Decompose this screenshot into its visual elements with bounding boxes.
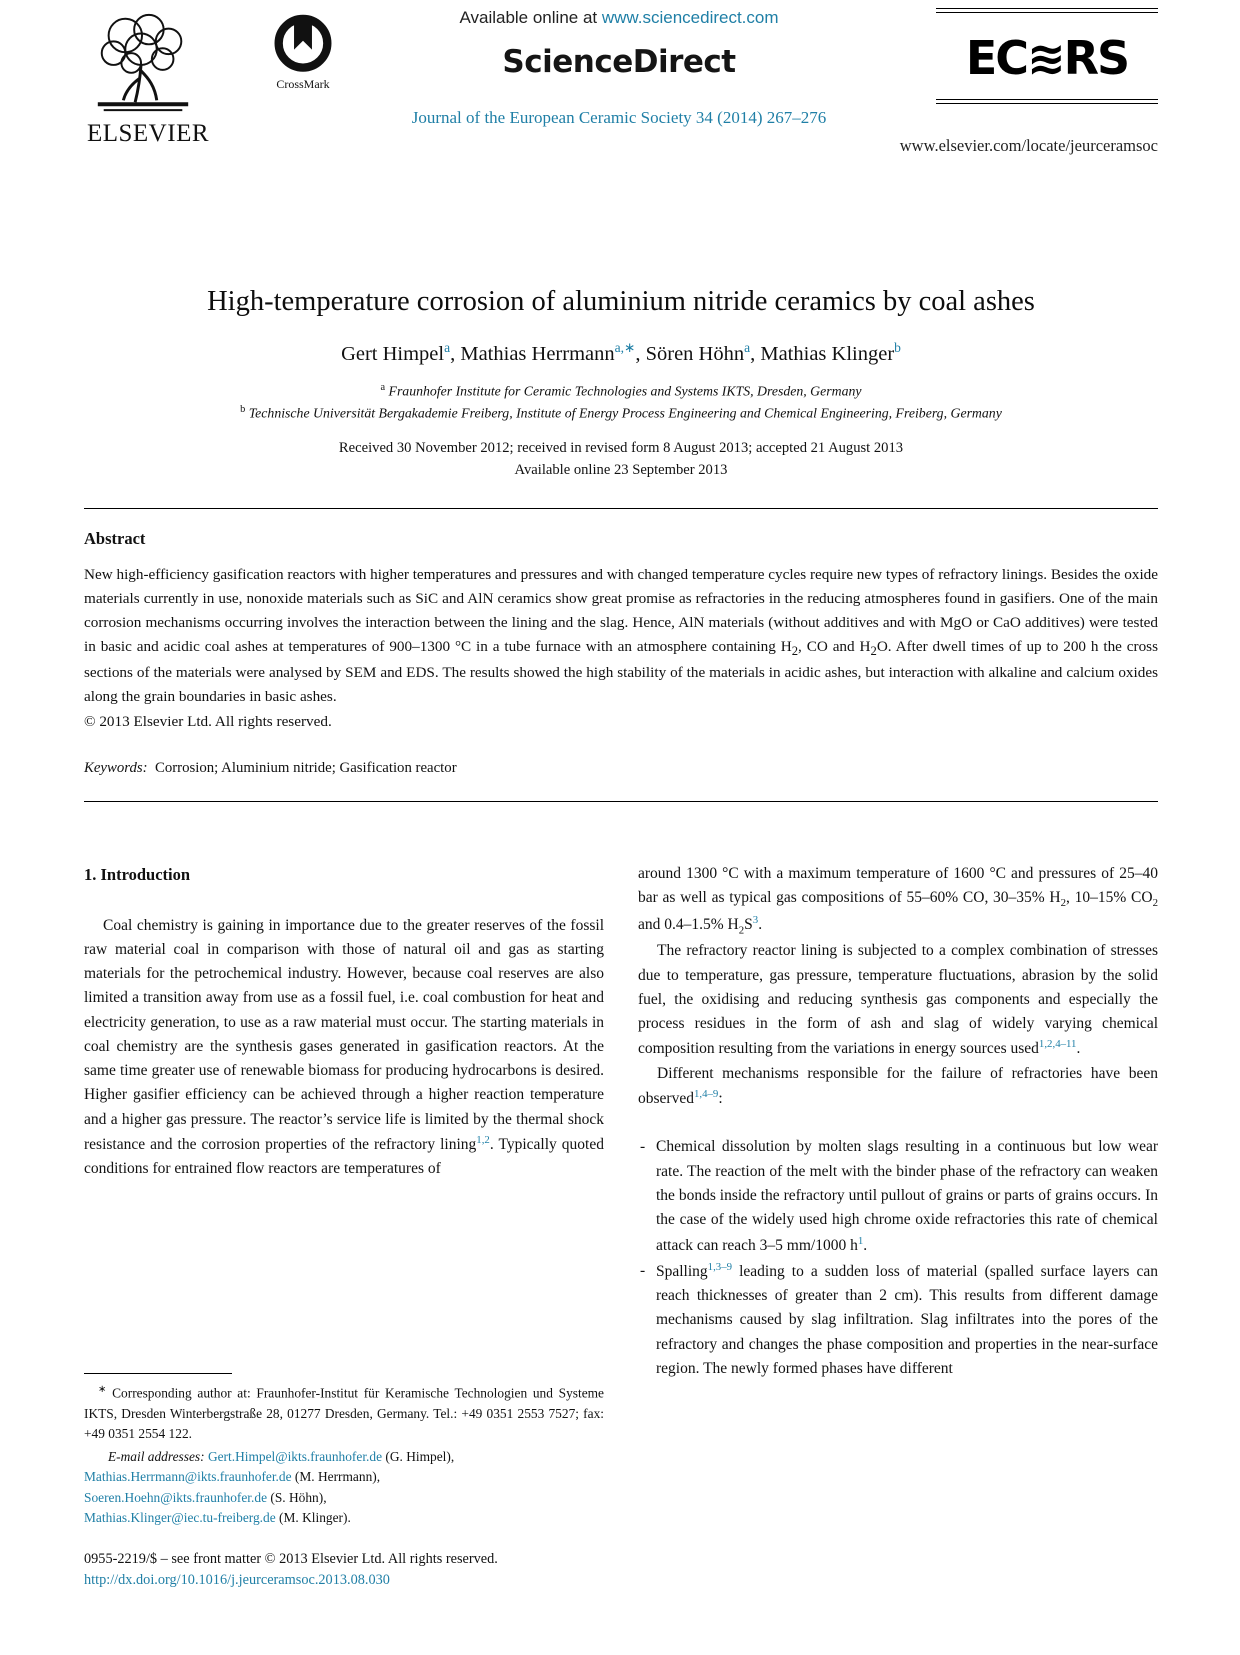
affiliations (84, 380, 1158, 424)
doi-link[interactable]: http://dx.doi.org/10.1016/j.jeurceramsoc.2013.08.030 (84, 1572, 390, 1589)
email-owner: (G. Himpel), (385, 1448, 455, 1464)
elsevier-logo (84, 6, 212, 148)
affiliation-b: $^b$ Technische Universität Bergakademie Freiberg, Institute of Energy Process Engineering and Chemical Engineering, Freiberg, Germany (240, 403, 1002, 421)
keywords-line (84, 760, 1158, 777)
article-dates (84, 438, 1158, 482)
col2-paragraph-3: Different mechanisms responsible for the failure of refractories have been observed$^{1,4-9}$: (638, 1064, 1158, 1108)
list-item-text: Spalling$^{1,3-9}$ leading to a sudden loss of material (spalled surface layers can reach thicknesses of greater than 2 cm). This results from different damage mechanisms caused by slag infiltration. Slag infiltrates into the pores of the refractory and changes the phase composition and properties in the near-surface region. The newly formed phases have different (656, 1260, 1158, 1377)
article-title: High-temperature corrosion of aluminium nitride ceramics by coal ashes (207, 286, 1035, 317)
crossmark-logo[interactable] (267, 10, 339, 92)
keywords-label: Keywords: (84, 759, 148, 776)
page-header (84, 0, 1158, 258)
email-link-himpel[interactable]: Gert.Himpel@ikts.fraunhofer.de (207, 1448, 383, 1464)
email-row (84, 1488, 604, 1509)
corresponding-author-note: ∗ Corresponding author at: Fraunhofer-Institut für Keramische Technologien und Systeme IKTS, Dresden Winterbergstraße 28, 01277 Dresden, Germany. Tel.: +49 0351 2553 7527; fax: +49 0351 2554 122. (84, 1383, 604, 1442)
ecers-logo (936, 13, 1158, 99)
journal-citation-link[interactable]: Journal of the European Ceramic Society 34 (2014) 267–276 (411, 108, 827, 127)
col2-paragraph-2: The refractory reactor lining is subjected to a complex combination of stresses due to temperature, gas pressure, temperature fluctuations, abrasion by the solid fuel, the oxidising and reducing synthesis gas components and especially the process residues in the form of ash and slag of widely varying chemical composition resulting from the variations in energy sources used$^{1,2,4-11}$. (638, 942, 1158, 1058)
elsevier-locate-url[interactable]: www.elsevier.com/locate/jeurceramsoc (899, 136, 1158, 155)
elsevier-wordmark: ELSEVIER (86, 120, 210, 147)
email-row (84, 1447, 604, 1468)
abstract-copyright: © 2013 Elsevier Ltd. All rights reserved. (84, 712, 332, 730)
header-center (334, 8, 904, 80)
sciencedirect-url-link[interactable]: www.sciencedirect.com (601, 8, 779, 27)
dash-marker: - (640, 1261, 646, 1279)
email-addresses (84, 1447, 604, 1529)
double-rule-bottom (936, 99, 1158, 104)
email-row (84, 1467, 604, 1488)
list-item-text: Chemical dissolution by molten slags resulting in a continuous but low wear rate. The reaction of the melt with the binder phase of the refractory can weaken the bonds inside the refractory until pullout of grains or parts of grains occurs. In the case of the widely used high chrome oxide refractories this rate of chemical attack can reach 3–5 mm/1000 $h^1$. (656, 1138, 1158, 1254)
keywords-list: Corrosion; Aluminium nitride; Gasification reactor (154, 759, 457, 776)
email-owner: (M. Klinger). (279, 1510, 351, 1526)
email-owner: (S. Höhn), (270, 1489, 327, 1505)
list-item (638, 1259, 1158, 1381)
body-columns (84, 862, 1158, 1592)
abstract-heading: Abstract (84, 528, 146, 548)
right-column (638, 862, 1158, 1592)
failure-mechanisms-list (638, 1135, 1158, 1381)
abstract-rule-top (84, 508, 1158, 509)
email-link-herrmann[interactable]: Mathias.Herrmann@ikts.fraunhofer.de (84, 1469, 292, 1485)
section-heading-introduction: 1. Introduction (84, 864, 191, 884)
email-row (84, 1508, 604, 1529)
crossmark-icon (271, 10, 335, 74)
crossmark-label: CrossMark (276, 77, 330, 91)
intro-paragraph: Coal chemistry is gaining in importance due to the greater reserves of the fossil raw material coal in comparison with those of natural oil and gas as starting materials for the petrochemical industry. However, because coal reserves are also limited a transition away from use as a fossil fuel, i.e. coal combustion for heat and electricity generation, to use as a raw material must occur. The starting materials in coal chemistry are the synthesis gases generated in gasification reactors. At the same time greater use of renewable biomass for producing hydrocarbons is desired. Higher gasifier efficiency can be achieved through a higher reaction temperature and a higher gas pressure. The reactor’s service life is limited by the thermal shock resistance and the corrosion properties of the refractory lining$^{1,2}$. Typically quoted conditions for entrained flow reactors are temperatures of (84, 916, 604, 1178)
email-link-hoehn[interactable]: Soeren.Hoehn@ikts.fraunhofer.de (84, 1489, 268, 1505)
available-online-line (334, 8, 904, 28)
ecers-logo-right: RS (1063, 31, 1129, 85)
footnote-rule (84, 1373, 232, 1374)
list-item (638, 1135, 1158, 1257)
col2-paragraph-1: around 1300 °C with a maximum temperature of 1600 °C and pressures of 25–40 bar as well as typical gas compositions of 55–60% CO, 30–35% $H_2$, 10–15% $CO_2$ and 0.4–1.5% $H_2S^3$. (638, 864, 1158, 937)
available-line: Available online 23 September 2013 (514, 461, 728, 478)
affiliation-a: $^a$ Fraunhofer Institute for Ceramic Technologies and Systems IKTS, Dresden, Germany (380, 381, 862, 399)
ecers-logo-left: EC (965, 31, 1028, 85)
author-line: Gert Himpel$^a$, Mathias Herrmann$^{a,∗}$, Sören Höhn$^a$, Mathias Klinger$^b$ (341, 340, 901, 365)
dash-marker: - (640, 1138, 646, 1156)
imprint-block (84, 1549, 604, 1592)
email-link-klinger[interactable]: Mathias.Klinger@iec.tu-freiberg.de (84, 1510, 276, 1526)
received-line: Received 30 November 2012; received in revised form 8 August 2013; accepted 21 August 2013 (338, 439, 904, 456)
issn-copyright-line: 0955-2219/$ – see front matter © 2013 Elsevier Ltd. All rights reserved. (84, 1550, 498, 1567)
sciencedirect-logo: ScienceDirect (502, 44, 736, 80)
abstract-body: New high-efficiency gasification reactors with higher temperatures and pressures and with changed temperature cycles require new types of refractory linings. Besides the oxide materials currently in use, nonoxide materials such as SiC and AlN ceramics show great promise as refractories in the reducing atmospheres found in gasifiers. One of the main corrosion mechanisms occurring involves the interaction between the lining and the slag. Hence, AlN materials (without additives and with MgO or CaO additives) were tested in basic and acidic coal ashes at temperatures of 900–1300 °C in a tube furnace with an atmosphere containing $H_2$, CO and $H_2O$. After dwell times of up to 200 h the cross sections of the materials were analysed by SEM and EDS. The results showed the high stability of the materials in acidic ashes, but interaction with alkaline and calcium oxides along the grain boundaries in basic ashes. (84, 565, 1158, 706)
ecers-wave-icon: ≋ (1027, 31, 1064, 85)
elsevier-tree-icon (84, 6, 202, 118)
available-online-prefix: Available online at (459, 8, 602, 27)
ecers-block (936, 8, 1158, 104)
left-column (84, 862, 604, 1592)
abstract-rule-bottom (84, 801, 1158, 802)
footnote-block (84, 1373, 604, 1529)
email-label: E-mail addresses: (108, 1448, 205, 1464)
email-owner: (M. Herrmann), (294, 1469, 381, 1485)
